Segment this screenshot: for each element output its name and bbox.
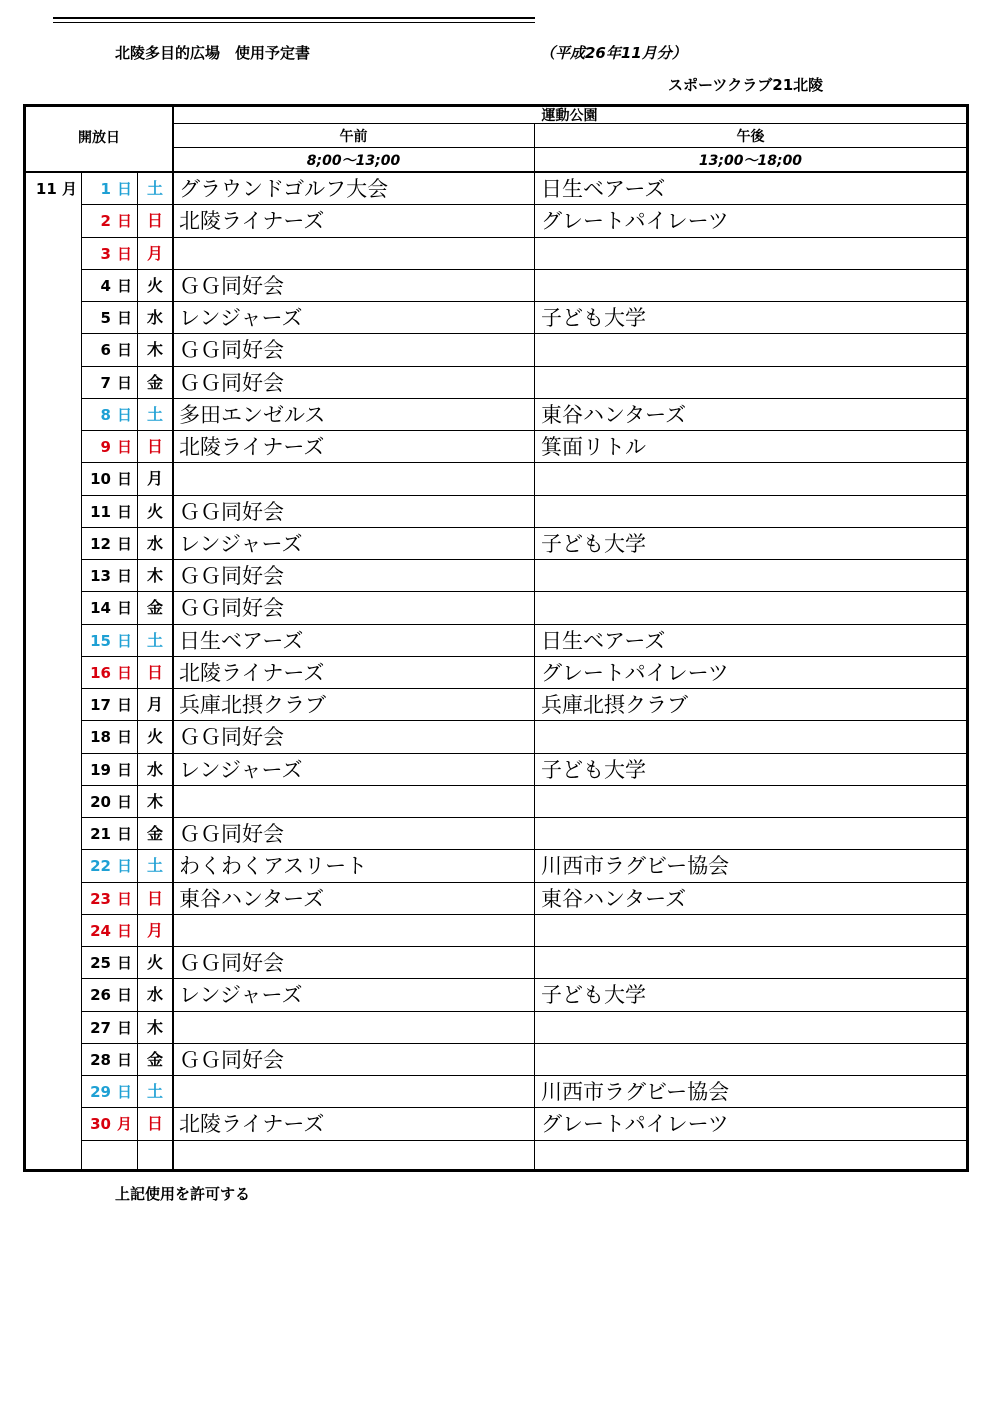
table-row [26,334,966,366]
day-value: 18 [90,728,111,747]
day-unit: 日 [116,438,132,456]
day-number [82,786,136,818]
day-number [82,1076,136,1108]
day-unit: 日 [116,341,132,360]
day-value: 28 [90,1050,111,1069]
table-row [26,625,966,657]
table-row [26,689,966,721]
am-booking: 日生ベアーズ [179,628,304,653]
day-number [82,915,136,947]
pm-booking: 兵庫北摂クラブ [541,693,688,717]
table-row [26,850,966,882]
am-booking: レンジャーズ [179,531,303,556]
am-header: 午前 [339,129,368,145]
am-booking: 北陵ライナーズ [179,435,325,459]
pm-booking: 日生ベアーズ [541,177,666,201]
am-time-header: 8;00～13;00 [306,153,401,169]
am-booking: レンジャーズ [179,983,303,1008]
day-number [82,463,136,495]
table-row [26,302,966,334]
table-row [26,496,966,528]
day-number [82,689,136,721]
day-unit: 日 [116,954,132,972]
weekday: 土 [146,179,163,198]
day-value: 27 [90,1018,111,1037]
pm-booking [538,1044,967,1076]
table-row [26,754,966,786]
table-row [26,947,966,979]
day-value: 12 [90,534,111,553]
pm-booking: 子ども大学 [541,531,646,556]
day-number [82,173,136,205]
month-label: 11 月 [35,180,77,198]
am-booking: ＧＧ同好会 [179,1047,284,1072]
venue-header: 運動公園 [541,108,598,124]
day-unit: 日 [116,825,132,843]
day-number [82,657,136,689]
am-booking [177,1012,537,1044]
weekday: 金 [146,824,163,843]
day-unit: 日 [116,534,132,553]
table-row [26,528,966,560]
pm-booking: 子ども大学 [541,757,646,782]
day-value: 29 [90,1083,111,1101]
pm-booking [538,463,967,495]
pm-booking [538,238,967,270]
day-unit: 日 [116,212,132,231]
weekday: 月 [146,243,163,263]
day-unit: 日 [116,405,132,424]
day-value: 5 [100,309,111,327]
table-row [26,560,966,592]
row-divider [82,1140,966,1141]
am-booking [177,1076,537,1108]
am-booking: 北陵ライナーズ [179,209,325,234]
am-booking: ＧＧ同好会 [179,499,284,524]
weekday: 土 [146,1082,163,1101]
pm-booking: グレートパイレーツ [541,209,729,234]
day-value: 24 [90,921,111,940]
day-number [82,238,136,270]
table-row [26,1044,966,1076]
table-row [26,915,966,947]
table-row [26,270,966,302]
am-booking: レンジャーズ [179,306,303,330]
day-value: 6 [100,341,111,360]
weekday: 月 [146,920,163,940]
day-value: 30 [90,1115,111,1134]
day-value: 15 [90,631,111,650]
table-row [26,721,966,753]
day-value: 9 [100,438,111,456]
table-row [26,205,966,237]
day-value: 16 [90,663,111,682]
day-number [82,947,136,979]
day-unit: 日 [116,696,132,714]
weekday: 日 [146,888,163,908]
open-day-header: 開放日 [78,130,120,146]
weekday: 月 [146,469,163,489]
pm-booking: 東谷ハンターズ [541,402,687,427]
top-rule [53,17,535,19]
am-booking: ＧＧ同好会 [179,273,284,298]
day-number [82,528,136,560]
day-number [82,979,136,1011]
weekday: 月 [146,695,163,714]
am-booking [177,238,537,270]
am-booking: ＧＧ同好会 [179,596,284,621]
weekday: 火 [146,727,163,747]
day-unit: 日 [116,1083,132,1101]
am-booking: 兵庫北摂クラブ [179,693,326,717]
weekday: 土 [146,856,163,876]
weekday: 金 [146,598,163,618]
weekday: 木 [146,340,163,360]
schedule-table [23,104,969,1172]
day-number [82,850,136,882]
pm-booking [538,786,967,818]
day-number [82,496,136,528]
day-number [82,1044,136,1076]
table-row [26,173,966,205]
table-row [26,399,966,431]
pm-booking [538,334,967,366]
weekday: 火 [146,501,163,521]
day-value: 20 [90,792,111,811]
table-row [26,657,966,689]
pm-booking: 川西市ラグビー協会 [541,1080,730,1104]
table-row [26,979,966,1011]
pm-booking: 子ども大学 [541,306,646,330]
day-unit: 月 [116,1115,132,1134]
weekday: 水 [146,985,163,1005]
day-unit: 日 [116,728,132,747]
pm-booking: グレートパイレーツ [541,1112,729,1137]
am-booking: 北陵ライナーズ [179,660,325,685]
day-unit: 日 [116,470,132,489]
document-title: 北陵多目的広場 使用予定書 [115,44,311,62]
organization-name: スポーツクラブ21北陵 [668,76,824,94]
table-row [26,786,966,818]
weekday: 日 [146,1114,163,1134]
am-booking: ＧＧ同好会 [179,370,284,395]
pm-booking: 箕面リトル [541,435,646,459]
day-number [82,399,136,431]
am-booking: 多田エンゼルス [179,402,326,427]
table-row [26,1012,966,1044]
day-number [82,625,136,657]
pm-booking: 子ども大学 [541,983,646,1008]
am-booking [177,786,537,818]
day-number [82,302,136,334]
weekday: 木 [146,1017,163,1037]
table-row [26,883,966,915]
day-unit: 日 [116,792,132,811]
top-rule-thin [53,22,535,23]
weekday: 木 [146,566,163,585]
pm-booking [538,270,967,302]
day-value: 26 [90,986,111,1005]
day-unit: 日 [116,986,132,1005]
day-value: 3 [100,244,111,263]
day-number [82,367,136,399]
am-booking: レンジャーズ [179,757,303,782]
pm-booking [538,818,967,850]
am-booking: 北陵ライナーズ [179,1112,325,1137]
day-unit: 日 [116,309,132,327]
am-booking: ＧＧ同好会 [179,822,284,846]
approval-note: 上記使用を許可する [115,1185,251,1203]
pm-booking [538,592,967,624]
day-unit: 日 [116,857,132,876]
day-number [82,431,136,463]
am-booking: グラウンドゴルフ大会 [179,177,389,201]
day-value: 13 [90,567,111,585]
day-value: 10 [90,470,111,489]
day-unit: 日 [116,244,132,263]
day-unit: 日 [116,1050,132,1069]
day-value: 22 [90,857,111,876]
day-number [82,1012,136,1044]
table-row [26,818,966,850]
pm-booking: グレートパイレーツ [541,660,729,685]
weekday: 土 [146,630,163,650]
pm-booking [538,915,967,947]
day-number [82,560,136,592]
table-row [26,431,966,463]
day-unit: 日 [116,663,132,682]
pm-header: 午後 [736,129,765,145]
day-unit: 日 [116,567,132,585]
pm-booking: 東谷ハンターズ [541,886,687,911]
header-divider-time [173,147,966,148]
day-unit: 日 [116,921,132,940]
weekday: 日 [146,437,163,456]
weekday: 火 [146,275,163,295]
day-value: 7 [100,373,111,392]
day-number [82,721,136,753]
table-row [26,238,966,270]
am-booking [177,915,537,947]
day-number [82,754,136,786]
weekday: 水 [146,308,163,327]
day-number [82,883,136,915]
pm-booking [538,560,967,592]
pm-booking [538,496,967,528]
day-value: 23 [90,889,111,908]
am-booking: ＧＧ同好会 [179,951,284,975]
table-row [26,1108,966,1140]
weekday: 金 [146,372,163,392]
day-value: 1 [100,180,111,198]
day-unit: 日 [116,631,132,650]
document-period: （平成26年11月分） [540,44,687,62]
day-value: 4 [100,276,111,295]
day-unit: 日 [116,889,132,908]
day-value: 17 [90,696,111,714]
pm-booking [538,947,967,979]
day-unit: 日 [116,1018,132,1037]
pm-booking [538,721,967,753]
day-value: 14 [90,599,111,618]
pm-time-header: 13;00～18;00 [698,153,803,169]
day-number [82,592,136,624]
day-number [82,1108,136,1140]
day-number [82,818,136,850]
table-row [26,463,966,495]
day-value: 8 [100,405,111,424]
pm-booking: 日生ベアーズ [541,628,666,653]
day-value: 25 [90,954,111,972]
am-booking: ＧＧ同好会 [179,338,284,363]
am-booking: わくわくアスリート [179,854,368,879]
weekday: 土 [146,404,163,424]
weekday: 水 [146,533,163,553]
day-number [82,334,136,366]
weekday: 日 [146,662,163,682]
day-unit: 日 [116,373,132,392]
pm-booking [538,1012,967,1044]
weekday: 木 [146,791,163,811]
am-booking: 東谷ハンターズ [179,886,325,911]
day-value: 2 [100,212,111,231]
pm-booking: 川西市ラグビー協会 [541,854,730,879]
am-booking: ＧＧ同好会 [179,725,284,750]
weekday: 日 [146,211,163,231]
am-booking [177,463,537,495]
weekday: 火 [146,953,163,972]
day-value: 19 [90,760,111,779]
day-value: 21 [90,825,111,843]
pm-booking [538,367,967,399]
weekday: 水 [146,759,163,779]
day-unit: 日 [116,180,132,198]
day-unit: 日 [116,760,132,779]
day-number [82,205,136,237]
table-row [26,1076,966,1108]
day-value: 11 [90,502,111,521]
day-unit: 日 [116,502,132,521]
am-booking: ＧＧ同好会 [179,564,284,588]
day-unit: 日 [116,276,132,295]
table-row [26,367,966,399]
table-row [26,592,966,624]
weekday: 金 [146,1049,163,1069]
day-number [82,270,136,302]
day-unit: 日 [116,599,132,618]
